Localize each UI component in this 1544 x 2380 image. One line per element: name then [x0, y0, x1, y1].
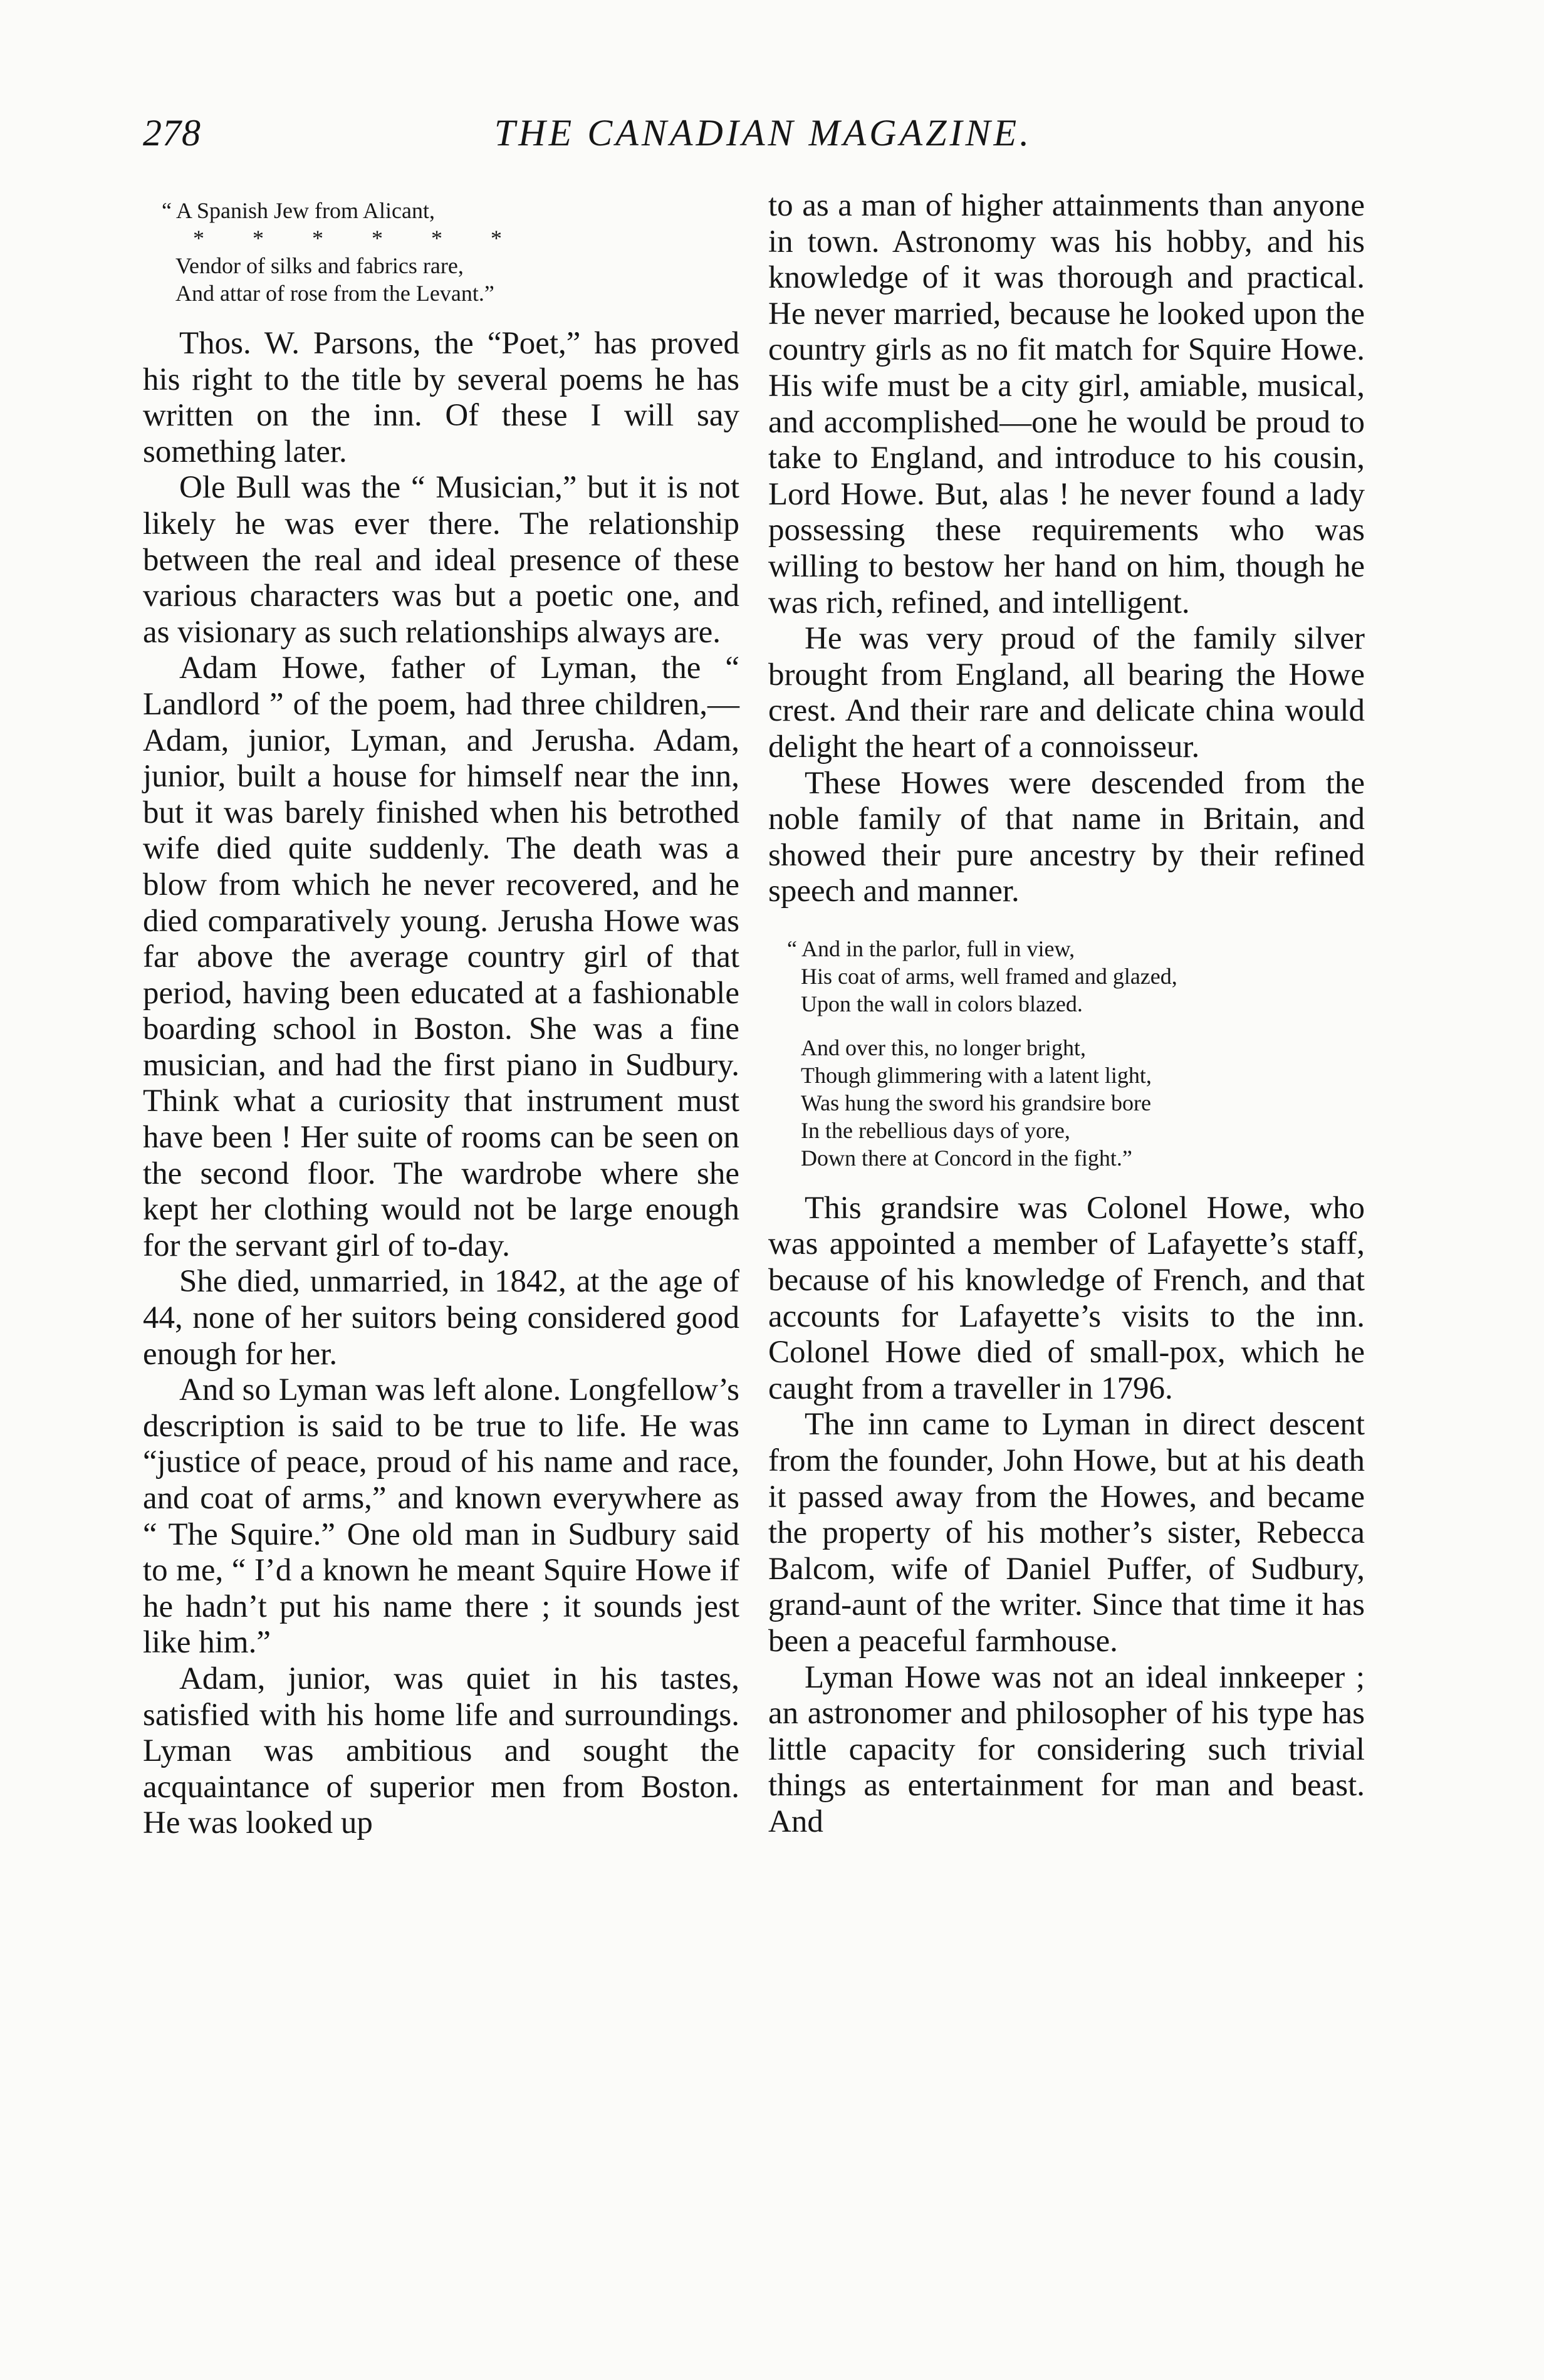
verse-line: Vendor of silks and fabrics rare, [175, 253, 464, 278]
verse-line: And over this, no longer bright, [801, 1035, 1086, 1060]
paragraph: Adam, junior, was quiet in his tastes, satisfied with his home life and surroundings. Lyman was ambitious and sought the acquaintance of superior men from Boston. He was looked up [143, 1661, 739, 1841]
verse-quote-coat-of-arms [768, 935, 1365, 1172]
verse-line: “ A Spanish Jew from Alicant, [162, 198, 435, 223]
paragraph: This grandsire was Colonel Howe, who was appointed a member of Lafayette’s staff, because of his knowledge of French, and that accounts for Lafayette’s visits to the inn. Colonel Howe died of small-pox, which he caught from a traveller in 1796. [768, 1190, 1365, 1406]
verse-line: Though glimmering with a latent light, [801, 1062, 1152, 1088]
verse-line: Upon the wall in colors blazed. [801, 991, 1083, 1016]
paragraph: Lyman Howe was not an ideal innkeeper ; an astronomer and philosopher of his type has little capacity for considering such trivial things as entertainment for man and beast. And [768, 1659, 1365, 1839]
page-number: 278 [143, 112, 201, 154]
running-title: THE CANADIAN MAGAZINE. [494, 112, 1033, 154]
verse-line: Was hung the sword his grandsire bore [801, 1090, 1151, 1115]
left-column [143, 188, 739, 1842]
paragraph-continued: to as a man of higher attainments than anyone in town. Astronomy was his hobby, and his knowledge of it was thorough and practical. He never married, because he looked upon the country girls as no fit match for Squire Howe. His wife must be a city girl, amiable, musical, and accomplished—one he would be proud to take to England, and introduce to his cousin, Lord Howe. But, alas ! he never found a lady possessing these requirements who was willing to bestow her hand on him, though he was rich, refined, and intelligent. [768, 188, 1365, 620]
paragraph: The inn came to Lyman in direct descent from the founder, John Howe, but at his death it passed away from the Howes, and became the property of his mother’s sister, Rebecca Balcom, wife of Daniel Puffer, of Sudbury, grand-aunt of the writer. Since that time it has been a peaceful farmhouse. [768, 1407, 1365, 1659]
paragraph: She died, unmarried, in 1842, at the age of 44, none of her suitors being considered good enough for her. [143, 1264, 739, 1372]
paragraph: Ole Bull was the “ Musician,” but it is not likely he was ever there. The relationship between the real and ideal presence of these various characters was but a poetic one, and as visionary as such relationships always are. [143, 470, 739, 650]
right-column [768, 188, 1365, 1840]
verse-line: And attar of rose from the Levant.” [175, 281, 494, 306]
verse-ellipsis-stars: * * * * * * [193, 226, 523, 251]
verse-line: “ And in the parlor, full in view, [787, 936, 1075, 961]
verse-quote-spanish-jew [143, 197, 739, 307]
paragraph: These Howes were descended from the noble family of that name in Britain, and showed their pure ancestry by their refined speech and manner. [768, 765, 1365, 909]
verse-line: Down there at Concord in the fight.” [801, 1145, 1132, 1171]
paragraph: Thos. W. Parsons, the “Poet,” has proved his right to the title by several poems he has written on the inn. Of these I will say something later. [143, 326, 739, 469]
page-header [143, 112, 1384, 168]
paragraph: He was very proud of the family silver brought from England, all bearing the Howe crest. And their rare and delicate china would delight the heart of a connoisseur. [768, 621, 1365, 765]
stanza-gap [768, 1018, 1365, 1034]
verse-line: In the rebellious days of yore, [801, 1117, 1070, 1143]
paragraph: And so Lyman was left alone. Longfellow’s description is said to be true to life. He was “justice of peace, proud of his name and race, and coat of arms,” and known everywhere as “ The Squire.” One old man in Sudbury said to me, “ I’d a known he meant Squire Howe if he hadn’t put his name there ; it sounds jest like him.” [143, 1372, 739, 1661]
verse-line: His coat of arms, well framed and glazed, [801, 963, 1177, 989]
paragraph: Adam Howe, father of Lyman, the “ Landlord ” of the poem, had three children,—Adam, junior, Lyman, and Jerusha. Adam, junior, built a house for himself near the inn, but it was barely finished when his betrothed wife died quite suddenly. The death was a blow from which he never recovered, and he died comparatively young. Jerusha Howe was far above the average country girl of that period, having been educated at a fashionable boarding school in Boston. She was a fine musician, and had the first piano in Sudbury. Think what a curiosity that instrument must have been ! Her suite of rooms can be seen on the second floor. The wardrobe where she kept her clothing would not be large enough for the servant girl of to-day. [143, 650, 739, 1263]
